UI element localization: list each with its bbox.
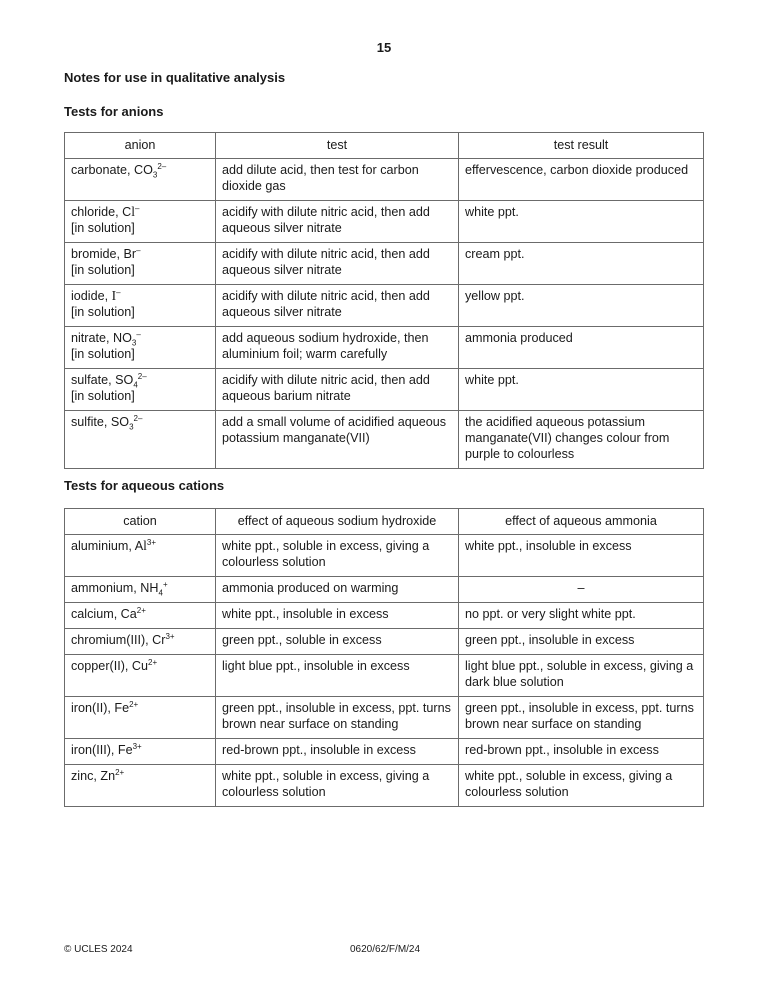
test-result-cell: the acidified aqueous potassium manganate(VII) changes colour from purple to colourless	[459, 411, 704, 469]
sodium-hydroxide-cell: green ppt., soluble in excess	[216, 629, 459, 655]
ion-name: aluminium, A	[71, 539, 144, 553]
table-row	[65, 159, 704, 201]
ion-charge: –	[116, 287, 121, 297]
test-cell: acidify with dilute nitric acid, then add aqueous barium nitrate	[216, 369, 459, 411]
ammonia-cell: green ppt., insoluble in excess, ppt. turns brown near surface on standing	[459, 697, 704, 739]
anions-heading: Tests for anions	[64, 104, 164, 119]
ion-symbol: l	[131, 204, 135, 219]
sodium-hydroxide-cell: white ppt., soluble in excess, giving a colourless solution	[216, 535, 459, 577]
column-header-test-result: test result	[459, 133, 704, 159]
table-row	[65, 765, 704, 807]
page-title: Notes for use in qualitative analysis	[64, 70, 286, 85]
ion-charge: +	[162, 579, 168, 589]
ion-subscript: 4	[133, 380, 138, 390]
ion-name: iron(II), Fe	[71, 701, 130, 715]
anion-cell	[65, 201, 216, 243]
ion-charge: 2+	[136, 605, 146, 615]
ammonia-cell: –	[459, 577, 704, 603]
ion-note: [in solution]	[71, 389, 135, 403]
ion-note: [in solution]	[71, 221, 135, 235]
ion-subscript: 3	[131, 338, 137, 348]
ion-name: sulfite, SO	[71, 415, 130, 429]
cation-cell	[65, 739, 216, 765]
ion-name: iron(III), Fe	[71, 743, 133, 757]
ammonia-cell: red-brown ppt., insoluble in excess	[459, 739, 704, 765]
ion-name: sulfate, SO	[71, 373, 134, 387]
ammonia-cell: no ppt. or very slight white ppt.	[459, 603, 704, 629]
test-result-cell: cream ppt.	[459, 243, 704, 285]
anions-table	[64, 132, 704, 469]
table-row	[65, 243, 704, 285]
ion-charge: 2–	[133, 413, 143, 423]
test-result-cell: white ppt.	[459, 201, 704, 243]
test-result-cell: effervescence, carbon dioxide produced	[459, 159, 704, 201]
test-result-cell: ammonia produced	[459, 327, 704, 369]
anion-cell	[65, 327, 216, 369]
cation-cell	[65, 629, 216, 655]
cation-cell	[65, 765, 216, 807]
ammonia-cell: light blue ppt., soluble in excess, giving a dark blue solution	[459, 655, 704, 697]
table-row	[65, 285, 704, 327]
table-header-row	[65, 509, 704, 535]
ion-charge: 3+	[132, 741, 142, 751]
ion-name: chloride, C	[71, 205, 132, 219]
cation-cell	[65, 577, 216, 603]
table-row	[65, 411, 704, 469]
cations-table	[64, 508, 704, 807]
cation-cell	[65, 697, 216, 739]
column-header-ammonia: effect of aqueous ammonia	[459, 509, 704, 535]
ion-charge: 3+	[165, 631, 175, 641]
test-cell: acidify with dilute nitric acid, then add aqueous silver nitrate	[216, 201, 459, 243]
table-row	[65, 201, 704, 243]
ion-charge: 3+	[146, 537, 156, 547]
ion-charge: –	[134, 203, 140, 213]
ion-charge: –	[136, 245, 141, 255]
table-row	[65, 739, 704, 765]
test-cell: acidify with dilute nitric acid, then add aqueous silver nitrate	[216, 243, 459, 285]
column-header-test: test	[216, 133, 459, 159]
ion-subscript: 4	[158, 588, 163, 598]
ion-name: carbonate, CO	[71, 163, 153, 177]
table-row	[65, 655, 704, 697]
test-result-cell: yellow ppt.	[459, 285, 704, 327]
table-row	[65, 535, 704, 577]
table-row	[65, 629, 704, 655]
ion-name: copper(II), Cu	[71, 659, 148, 673]
ion-name: ammonium, NH	[71, 581, 159, 595]
test-cell: add a small volume of acidified aqueous potassium manganate(VII)	[216, 411, 459, 469]
anion-cell	[65, 369, 216, 411]
test-cell: add dilute acid, then test for carbon dioxide gas	[216, 159, 459, 201]
sodium-hydroxide-cell: white ppt., insoluble in excess	[216, 603, 459, 629]
table-row	[65, 603, 704, 629]
ion-name: chromium(III), Cr	[71, 633, 166, 647]
sodium-hydroxide-cell: white ppt., soluble in excess, giving a colourless solution	[216, 765, 459, 807]
sodium-hydroxide-cell: light blue ppt., insoluble in excess	[216, 655, 459, 697]
table-row	[65, 327, 704, 369]
ion-name: iodide,	[71, 289, 112, 303]
cations-heading: Tests for aqueous cations	[64, 478, 225, 493]
column-header-sodium-hydroxide: effect of aqueous sodium hydroxide	[216, 509, 459, 535]
ion-symbol: l	[143, 538, 147, 553]
ion-charge: –	[136, 329, 141, 339]
ammonia-cell: white ppt., soluble in excess, giving a colourless solution	[459, 765, 704, 807]
ion-note: [in solution]	[71, 347, 135, 361]
column-header-anion: anion	[65, 133, 216, 159]
sodium-hydroxide-cell: green ppt., insoluble in excess, ppt. turns brown near surface on standing	[216, 697, 459, 739]
table-header-row	[65, 133, 704, 159]
test-cell: acidify with dilute nitric acid, then add aqueous silver nitrate	[216, 285, 459, 327]
cation-cell	[65, 603, 216, 629]
ion-charge: 2–	[157, 161, 167, 171]
cation-cell	[65, 535, 216, 577]
anion-cell	[65, 159, 216, 201]
test-cell: add aqueous sodium hydroxide, then aluminium foil; warm carefully	[216, 327, 459, 369]
anion-cell	[65, 243, 216, 285]
ion-subscript: 3	[152, 170, 158, 180]
ion-charge: 2–	[137, 371, 147, 381]
anion-cell	[65, 411, 216, 469]
cation-cell	[65, 655, 216, 697]
ion-name: nitrate, NO	[71, 331, 132, 345]
page-number: 15	[376, 40, 392, 55]
copyright: © UCLES 2024	[64, 944, 133, 955]
anion-cell	[65, 285, 216, 327]
table-row	[65, 369, 704, 411]
ion-symbol: I	[111, 288, 117, 303]
paper-code: 0620/62/F/M/24	[350, 944, 421, 955]
ion-name: zinc, Zn	[71, 769, 116, 783]
table-row	[65, 577, 704, 603]
ion-name: calcium, Ca	[71, 607, 137, 621]
ion-note: [in solution]	[71, 263, 135, 277]
column-header-cation: cation	[65, 509, 216, 535]
ion-subscript: 3	[129, 422, 134, 432]
ion-name: bromide, Br	[71, 247, 137, 261]
ammonia-cell: white ppt., insoluble in excess	[459, 535, 704, 577]
test-result-cell: white ppt.	[459, 369, 704, 411]
table-row	[65, 697, 704, 739]
ion-charge: 2+	[115, 767, 125, 777]
ion-note: [in solution]	[71, 305, 135, 319]
ion-charge: 2+	[129, 699, 139, 709]
ammonia-cell: green ppt., insoluble in excess	[459, 629, 704, 655]
sodium-hydroxide-cell: red-brown ppt., insoluble in excess	[216, 739, 459, 765]
sodium-hydroxide-cell: ammonia produced on warming	[216, 577, 459, 603]
ion-charge: 2+	[148, 657, 158, 667]
